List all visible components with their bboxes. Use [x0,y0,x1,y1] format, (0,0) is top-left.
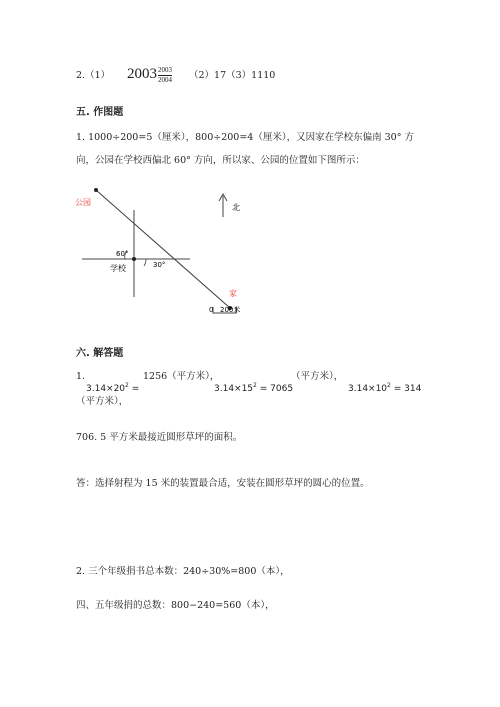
scale-length: 200米 [220,306,241,314]
home-label: 家 [229,289,237,298]
closest-area-text: 706. 5 平方米最接近圆形草坪的面积。 [76,432,243,443]
area-expr-1: $3.14\times 20^2$ = [86,382,140,394]
fraction-numerator: 2003 [158,66,172,74]
direction-diagram [70,185,260,320]
school-label: 学校 [110,264,126,273]
q2-total-books: 2. 三个年级捐书总本数：240÷30%=800（本）， [76,566,290,577]
area-unit-2: （平方米）， [291,371,344,382]
angle-30-label: 30° [153,261,166,269]
q2-label: 2.（1） [76,70,111,81]
q1-label: 1. [76,371,86,382]
q2-rest: （2）17（3）1110 [189,70,276,81]
park-point [94,188,98,192]
scale-zero: 0 [209,306,214,314]
section5-line2: 向，公园在学校西偏北 60° 方向，所以家、公园的位置如下图所示： [76,155,365,166]
park-label: 公园 [75,198,91,207]
q2-grade-books: 四、五年级捐的总数：800−240=560（本）， [76,600,275,611]
north-label: 北 [232,203,240,212]
area-expr-3: $3.14\times 10^2 = 314$ [348,382,422,394]
fraction-denominator: 2004 [158,76,172,84]
school-point [132,257,136,261]
angle-30-arc [144,259,146,266]
mixed-number-fraction [158,66,172,84]
mixed-number-whole: 2003 [127,66,157,82]
section5-line1: 1. 1000÷200=5（厘米），800÷200=4（厘米），又因家在学校东偏南 30° 方 [76,132,414,143]
section-heading-drawing: 五. 作图题 [76,107,124,118]
park-home-line [96,190,230,308]
area-result-1: 1256（平方米）， [143,371,220,382]
area-unit-3: （平方米）， [76,396,129,407]
area-expr-2: $3.14\times 15^2 = 7065$ [214,382,294,394]
section-heading-solve: 六. 解答题 [76,348,124,359]
answer-text: 答：选择射程为 15 米的装置最合适，安装在圆形草坪的圆心的位置。 [76,478,370,489]
angle-60-label: 60° [116,250,129,258]
